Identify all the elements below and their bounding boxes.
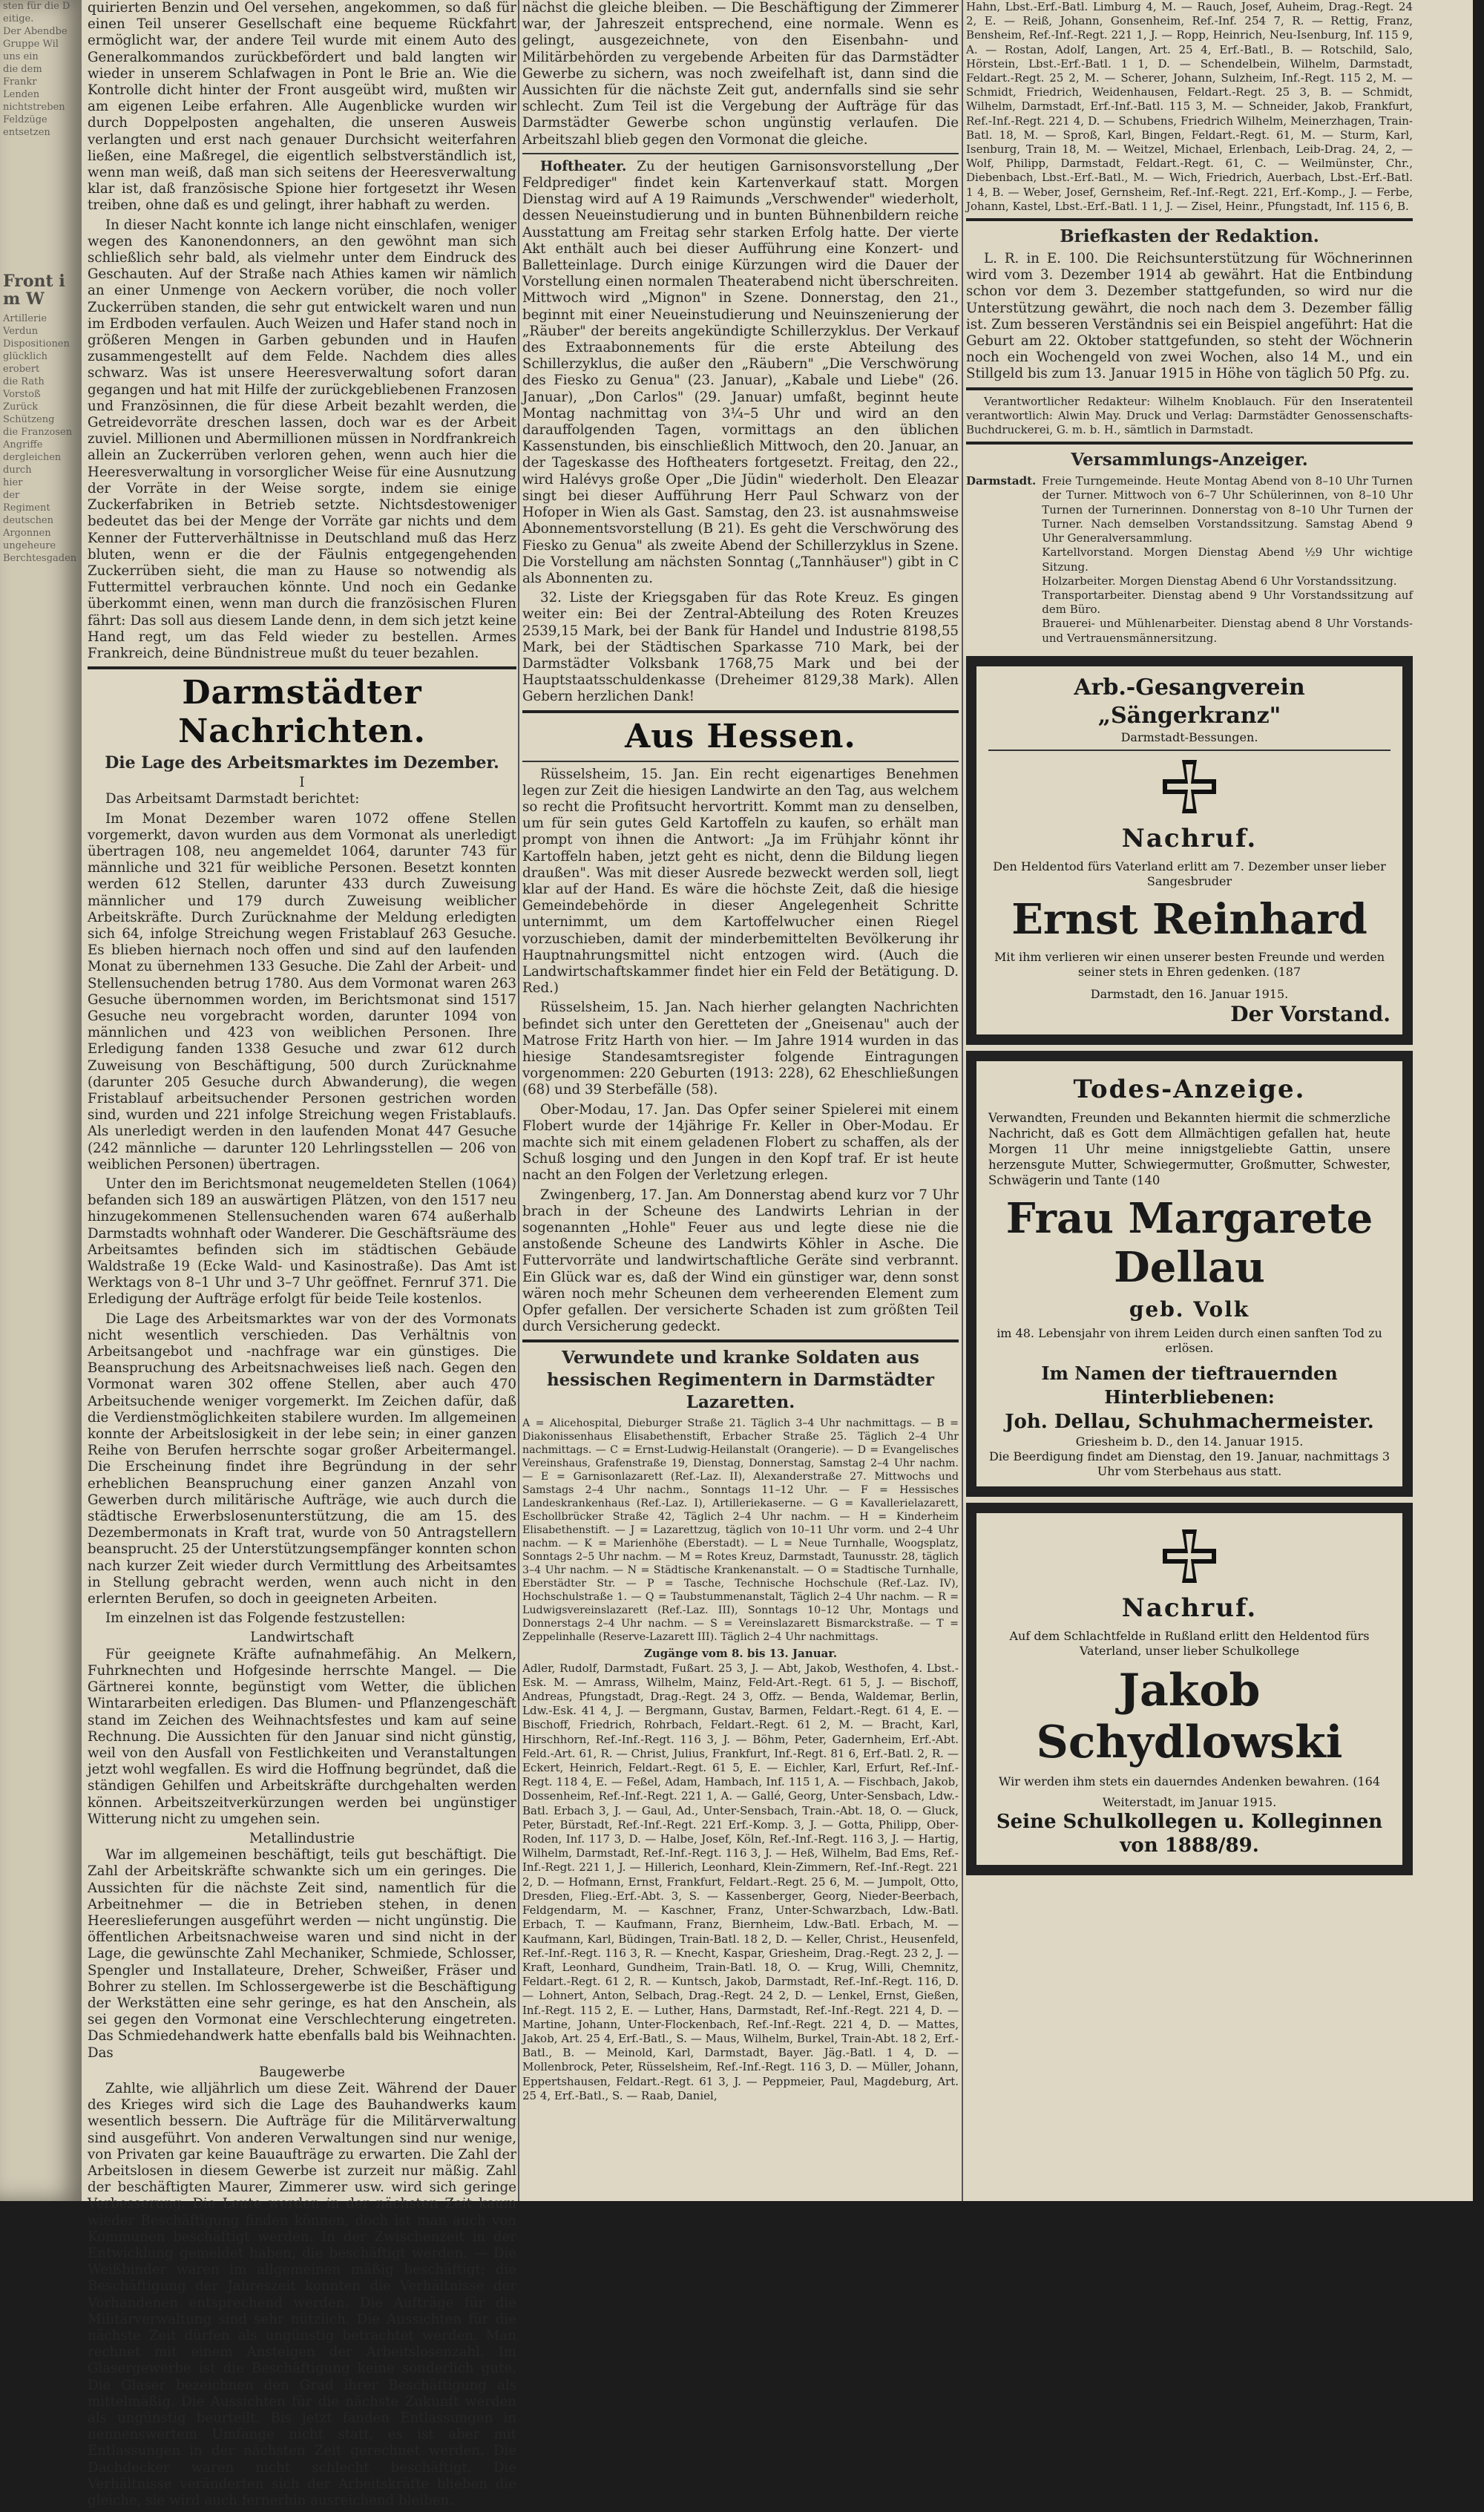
notice-tribute-text: Wir werden ihm stets ein dauerndes Andenken bewahren. [999,1774,1350,1788]
mourners-line: Im Namen der tieftrauernden Hinterbliebenen: [1041,1362,1338,1408]
meeting-item: Brauerei- und Mühlenarbeiter. Dienstag abend 8 Uhr Vorstands- und Vertrauensmännersitzung. [1042,617,1413,645]
lp-fragment: deutschen [3,515,54,526]
notice-signature: Seine Schulkollegen u. Kolleginnen von 1888/89. [996,1810,1383,1857]
lp-fragment: sten für die D [3,1,70,12]
lp-fragment: ungeheure [3,540,56,551]
lazarett-list-title: Verwundete und kranke Soldaten aus hessischen Regimentern in Darmstädter Lazaretten. [546,1348,935,1413]
divider [988,750,1391,751]
column-rule [518,0,519,2201]
column-2 [522,0,959,2106]
notice-age: im 48. Lebensjahr von ihrem Leiden durch einen sanften Tod zu erlösen. [997,1325,1382,1355]
lp-fragment: durch [3,465,32,476]
zugaenge-list: Adler, Rudolf, Darmstadt, Fußart. 25 3, J. — Abt, Jakob, Westhofen, 4. Lbst.-Esk. M. — Amrass, Wilhelm, Mainz, Feld-Art.-Regt. 61 5, J. — Bischoff, Andreas, Pfungstadt, Drag.-Regt. 24 3, Offz. — Benda, Waldemar, Berlin, Ldw.-Esk. 41 4, J. — Bergmann, Gustav, Barmen, Feldart.-Regt. 61 4, E. — Bischoff, Friedrich, Rohrbach, Feldart.-Regt. 61 2, M. — Bracht, Karl, Hirschhorn, Ref.-Inf.-Regt. 116 3, J. — Böhm, Peter, Gadernheim, Erf.-Abt. Feld.-Art. 61, R. — Christ, Julius, Frankfurt, Inf.-Regt. 81 6, Erf.-Batl. 2, R. — Eckert, Heinrich, Feldart.-Regt. 61 5, E. — Eichler, Karl, Erfurt, Ref.-Inf.-Regt. 118 4, E. — Feßel, Adam, Hambach, Inf. 115 1, A. — Fischbach, Jakob, Dossenheim, Ref.-Inf.-Regt. 221 1, A. — Gallé, Georg, Unter-Sensbach, Ldw.-Batl. Erbach 3, J. — Gaul, Ad., Unter-Sensbach, Train.-Abt. 18, O. — Gluck, Peter, Bürstadt, Ref.-Inf.-Regt. 221 Erf.-Komp. 3, J. — Gotta, Philipp, Ober-Roden, Inf. 117 3, D. — Halbe, Josef, Köln, Ref.-Inf.-Regt. 116 3, J. — Hartig, Wilhelm, Darmstadt, Ref.-Inf.-Regt. 116 3, J. — Heß, Wilhelm, Bad Ems, Ref.-Inf.-Regt. 221 1, J. — Hillerich, Leonhard, Klein-Zimmern, Ref.-Inf.-Regt. 221 2, D. — Hofmann, Ernst, Frankfurt, Feldart.-Regt. 25 6, M. — Jumpolt, Otto, Dresden, Flieg.-Erf.-Abt. 3, S. — Kassenberger, Georg, Nieder-Beerbach, Feldgendarm, M. — Kaschner, Franz, Unter-Schwarzbach, Ldw.-Batl. Erbach, T. — Kaufmann, Franz, Biernheim, Ldw.-Batl. Erbach, M. — Kaufmann, Karl, Büdingen, Train-Batl. 18 2, D. — Keller, Christ., Heusenfeld, Ref.-Inf.-Regt. 116 3, R. — Knecht, Kaspar, Griesheim, Drag.-Regt. 23 2, J. — Kraft, Leonhard, Gundheim, Train-Batl. 18, O. — Krug, Willi, Chemnitz, Feldart.-Regt. 61 2, R. — Kuntsch, Jakob, Darmstadt, Ref.-Inf.-Regt. 116, D. — Lohnert, Anton, Selbach, Drag.-Regt. 24 2, D. — Lenkel, Ernst, Gießen, Inf.-Regt. 115 2, E. — Luther, Hans, Darmstadt, Ref.-Inf.-Regt. 221 4, D. — Martine, Johann, Unter-Flockenbach, Ref.-Inf.-Regt. 221 4, D. — Mattes, Jakob, Art. 25 4, Erf.-Batl., S. — Maus, Wilhelm, Burkel, Train-Abt. 18 2, Erf.-Batl., B. — Meinold, Karl, Darmstadt, Bayer. Jäg.-Batl. 1 4, D. — Mollenbrock, Peter, Rüsselsheim, Ref.-Inf.-Regt. 116 3, D. — Müller, Johann, Eppertshausen, Feldart.-Regt. 61 3, J. — Peppmeier, Paul, Magdeburg, Art. 25 4, Erf.-Batl., S. — Raab, Daniel, [522,1661,959,2102]
mourner-signature: Joh. Dellau, Schuhmachermeister. [1005,1410,1374,1433]
meeting-item: Kartellvorstand. Morgen Dienstag Abend ½9 Uhr wichtige Sitzung. [1042,545,1413,574]
meeting-listing [966,474,1413,645]
lp-fragment: dergleichen [3,452,62,463]
deceased-name: Frau Margarete Dellau [1005,1193,1373,1292]
lp-fragment: Zurück [3,401,39,413]
previous-page-edge [0,0,82,2201]
divider [522,761,959,762]
article-title-arbeitsmarkt: Die Lage des Arbeitsmarktes im Dezember. [105,753,499,773]
notice-ref-number: (140 [1132,1173,1160,1187]
notice-ref-number: (164 [1353,1774,1380,1788]
lp-fragment: Gruppe Wil [3,39,59,50]
section-title-darmstaedter-nachrichten: Darmstädter Nachrichten. [178,674,426,751]
meeting-item: Freie Turngemeinde. Heute Montag Abend von 8–10 Uhr Turnen der Turner. Mittwoch von 6–7 Uhr Schülerinnen, von 8–10 Uhr Turnen der Turnerinnen. Donnerstag von 8–10 Uhr Turnen der Turner. Nach demselben Vorstandssitzung. Samstag Abend 9 Uhr Generalversammlung. [1042,474,1413,545]
divider [966,442,1413,445]
iron-cross-icon [1160,757,1219,816]
notice-tribute-text: Mit ihm verlieren wir einen unserer besten Freunde und werden seiner stets in Ehren gedenken. [994,949,1385,979]
subsection-heading-landwirtschaft: Landwirtschaft [250,1630,354,1646]
lp-fragment: Angriffe [3,439,43,450]
zugaenge-title: Zugänge vom 8. bis 13. Januar. [643,1647,838,1661]
lp-fragment: nichtstreben [3,102,65,113]
section-title-aus-hessen: Aus Hessen. [625,717,856,755]
notice-intro: Den Heldentod fürs Vaterland erlitt am 7. Dezember unser lieber Sangesbruder [993,859,1386,888]
divider [522,710,959,713]
lp-fragment: hier [3,477,23,488]
article-paragraph: Für geeignete Kräfte aufnahmefähig. An Melkern, Fuhrknechten und Hofgesinde herrschte Mangel. — Die Gärtnerei konnte, begünstigt vom Wetter, die üblichen Wintararbeiten erledigen. Das Blumen- und Pflanzengeschäft stand im Zeichen des Weihnachtsfestes und kam auf seine Rechnung. Die Aussichten für den Januar sind nicht günstig, weil von den Ausfall von Festlichkeiten und Veranstaltungen jetzt wohl wegfallen. Es wird die Hoffnung begründet, daß die ständigen Gehilfen und Arbeitskräfte durchgehalten werden können. Arbeitszeitverkürzungen werden bei ungünstiger Witterung nicht zu umgehen sein. [88,1646,516,1827]
obituary-notice-reinhard [966,656,1413,1045]
lp-fragment: entsetzen [3,127,50,138]
lp-fragment: der [3,490,20,501]
regional-news-item: Rüsselsheim, 15. Jan. Nach hierher gelangten Nachrichten befindet sich unter den Geretteten der „Gneisenau" auch der Matrose Fritz Harth von hier. — Im Jahre 1914 wurden in das hiesige Standesamtsregister folgende Eintragungen vorgenommen: 220 Geburten (1913: 228), 62 Eheschließungen (68) und 39 Sterbefälle (58). [522,1000,959,1098]
lp-fragment: die dem [3,64,42,75]
versammlungs-anzeiger-title: Versammlungs-Anzeiger. [1071,450,1308,470]
briefkasten-text: L. R. in E. 100. Die Reichsunterstützung für Wöchnerinnen wird vom 3. Dezember 1914 ab gewährt. Hat die Entbindung schon vor dem 3. Dezember stattgefunden, so wird nur die Unterstützung gewährt, die noch nach dem 3. Dezember fällig ist. Zum besseren Verständnis sei ein Beispiel angeführt: Hat die Geburt am 22. Oktober stattgefunden, so steht der Wöchnerin noch ein Wochengeld von zwei Wochen, also 14 M., und ein Stillgeld bis zum 13. Januar 1915 in Höhe von täglich 50 Pfg. zu. [966,251,1413,382]
meeting-item: Holzarbeiter. Morgen Dienstag Abend 6 Uhr Vorstandssitzung. [1042,574,1397,588]
column-1 [88,0,516,2512]
meeting-item: Transportarbeiter. Dienstag abend 9 Uhr Vorstandssitzung auf dem Büro. [1042,588,1413,617]
article-continuation: quirierten Benzin und Oel versehen, angekommen, so daß für einen Teil unserer Gesellschaft eine bequeme Rückfahrt ermöglicht war, der andere Teil wurde mit einem Auto des Generalkommandos zurückbefördert und bald langten wir wieder in unserem Schlafwagen in Pont le Brie an. Wie die Kontrolle dicht hinter der Front ausgeübt wird, mußten wir am eigenen Leibe erfahren. Alle Augenblicke wurden wir durch Doppelposten angehalten, die unseren Ausweis verlangten und erst nach genauer Durchsicht weiterfahren ließen, eine Maßregel, die eigentlich selbstverständlich ist, wenn man weiß, daß man sich seitens der Heeresverwaltung klar ist, daß französische Spione hier fortgesetzt ihr Wesen treiben, ohne daß es und gelingt, ihrer habhaft zu werden. [88,0,516,214]
notice-heading: Nachruf. [1121,1593,1258,1623]
notice-place-date: Weiterstadt, im Januar 1915. [1102,1794,1277,1809]
notice-place-date: Griesheim b. D., den 14. Januar 1915. [1075,1434,1304,1449]
lp-fragment: Schützeng [3,414,55,425]
lp-fragment: Vorstoß [3,389,41,400]
lazarett-legend: A = Alicehospital, Dieburger Straße 21. Täglich 3–4 Uhr nachmittags. — B = Diakonissenhaus Elisabethenstift, Erbacher Straße 25. Täglich 2–4 Uhr nachmittags. — C = Ernst-Ludwig-Heilanstalt (Orangerie). — D = Evangelisches Vereinshaus, Grafenstraße 19, Dienstag, Donnerstag, Samstag 2–4 Uhr nachm. — E = Garnisonlazarett (Ref.-Laz. II), Alexanderstraße 27. Mittwochs und Samstags 2–4 Uhr nachm., Sonntags 11–12 Uhr. — F = Hessisches Landeskrankenhaus (Ref.-Laz. I), Artilleriekaserne. — G = Kavallerielazarett, Eschollbrücker Straße 42, Täglich 2–4 Uhr nachm. — H = Kinderheim Elisabethenstift. — J = Lazarettzug, täglich von 10–11 Uhr vorm. und 2–4 Uhr nachm. — K = Marienhöhe (Eberstadt). — L = Neue Turnhalle, Woogsplatz, Sonntags 2–5 Uhr nachm. — M = Rotes Kreuz, Darmstadt, Taunusstr. 28, täglich 3–4 Uhr nachm. — N = Städtische Krankenanstalt. — O = Stadtische Turnhalle, Eberstädter Str. — P = Tasche, Technische Hochschule (Ref.-Laz. IV), Hochschulstraße 1. — Q = Taubstummenanstalt, Täglich 2–4 Uhr nachm. — R = Ludwigsvereinslazarett (Ref.-Laz. III), Sonntags 10–12 Uhr, Montags und Donnerstags 2–4 Uhr nachm. — S = Vereinslazarett Bismarckstraße. — T = Zeppelinhalle (Reserve-Lazarett III). Täglich 2–4 Uhr nachmittags. [522,1417,959,1644]
article-paragraph: War im allgemeinen beschäftigt, teils gut beschäftigt. Die Zahl der Arbeitskräfte schwankte sich um ein geringes. Die Aussichten für die nächste Zeit sind, namentlich für die Arbeitnehmer — die in Betrieben stehen, in denen Heereslieferungen ausgeführt werden — nicht ungünstig. Die öffentlichen Arbeitsnachweise waren und sind nicht in der Lage, die gewünschte Zahl Mechaniker, Schmiede, Schlosser, Spengler und Installateure, Dreher, Schweißer, Fräser und Bohrer zu stellen. Im Schlossergewerbe ist die Beschäftigung der Werkstätten eine sehr geringe, es hat den Anschein, als sei gegen den Vormonat eine Verschlechterung eingetreten. Das Schmiedehandwerk hatte ebenfalls bald bis Weihnachten. Das [88,1847,516,2061]
deceased-name: Ernst Reinhard [1011,894,1368,944]
imprint: Verantwortlicher Redakteur: Wilhelm Knoblauch. Für den Inseratenteil verantwortlich: Alwin May. Druck und Verlag: Darmstädter Genossenschafts-Buchdruckerei, G. m. b. H., sämtlich in Darmstadt. [966,394,1413,437]
article-paragraph: Die Lage des Arbeitsmarktes war von der des Vormonats nicht wesentlich verschieden. Das Verhältnis von Arbeitsangebot und -nachfrage war ein günstiges. Die Beanspruchung des Arbeitsnachweises ließ nach. Gegen den Vormonat waren 302 offene Stellen, aber auch 470 Arbeitsuchende weniger vorgemerkt. Im Zeichen dafür, daß die Verdienstmöglichkeiten stabilere wurden. Im allgemeinen konnte der Arbeitslosigkeit in der lebe sein; in einer ganzen Reihe von Berufen herrschte sogar großer Arbeitermangel. Die Erscheinung findet ihre Begründung in der sehr erheblichen Beanspruchung einer ganzen Anzahl von Gewerben durch militärische Aufträge, wie auch durch die städtische Erwerbslosenunterstützung, die am 15. des Dezembermonats in Kraft trat, wurde von 50 Antragstellern beansprucht. 25 der Unterstützungsempfänger konnten schon nach kurzer Zeit wieder durch Vermittlung des Arbeitsamtes in Stellung gebracht werden, wenn auch nicht in den erlernten Berufen, so doch in geeigneten Arbeiten. [88,1311,516,1607]
lp-fragment: Frankr [3,76,37,88]
column-rule [962,0,963,2201]
regional-news-item: Rüsselsheim, 15. Jan. Ein recht eigenartiges Benehmen legen zur Zeit die hiesigen Landwirte an den Tag, aus welchem so recht die Profitsucht hervortritt. Kommt man zu denselben, um für sein gutes Geld Kartoffeln zu kaufen, so erhält man prompt von ihnen die Antwort: „Ja im Frühjahr könnt ihr Kartoffeln haben, jetzt geht es nicht, denn die Bildung liegen draußen". Was mit dieser Ausrede bezweckt werden soll, liegt klar auf der Hand. Es wäre die höchste Zeit, daß die hiesige Gemeindebehörde in dieser Angelegenheit Schritte unternimmt, um dem Kartoffelwucher einen Riegel vorzuschieben, damit der minderbemittelten Bevölkerung ihr Hauptnahrungsmittel nicht entzogen wird. (Auch die Landwirtschaftskammer findet hier ein Feld der Betätigung. D. Red.) [522,766,959,997]
previous-page-text [3,0,77,565]
notice-signature: Der Vorstand. [1230,1001,1391,1026]
red-cross-donations: 32. Liste der Kriegsgaben für das Rote Kreuz. Es gingen weiter ein: Bei der Zentral-Abteilung des Roten Kreuzes 2539,15 Mark, bei der Bank für Handel und Industrie 8198,55 Mark, bei der Städtischen Sparkasse 710 Mark, bei der Darmstädter Volksbank 1768,75 Mark und bei der Hauptstaatsschuldenkasse (Dreheimer 8129,38 Mark). Allen Gebern herzlichen Dank! [522,590,959,705]
lp-fragment: Dispositionen [3,338,70,350]
soldier-list-continuation: Hahn, Lbst.-Erf.-Batl. Limburg 4, M. — Rauch, Josef, Auheim, Drag.-Regt. 24 2, E. — Reiß, Johann, Gonsenheim, Ref.-Inf. 254 7, R. — Rettig, Franz, Bensheim, Ref.-Inf.-Regt. 221 1, J. — Ropp, Heinrich, Neu-Isenburg, Inf. 115 9, A. — Rostan, Adolf, Langen, Art. 25 4, Erf.-Batl., B. — Rotschild, Salo, Hörstein, Lbst.-Erf.-Batl. 1 1, D. — Schendelbein, Wilhelm, Darmstadt, Feldart.-Regt. 25 2, M. — Scherer, Johann, Sulzheim, Inf.-Regt. 115 2, M. — Schmidt, Friedrich, Weidenhausen, Feldart.-Regt. 25 3, B. — Schmidt, Wilhelm, Darmstadt, Erf.-Inf.-Batl. 115 3, M. — Schneider, Jakob, Frankfurt, Ref.-Inf.-Regt. 221 4, D. — Schubens, Friedrich Wilhelm, Meinerzhagen, Train-Batl. 18, M. — Sproß, Karl, Bingen, Feldart.-Regt. 61, M. — Sturm, Karl, Isenburg, Train 18, M. — Weitzel, Michael, Erlenbach, Leib-Drag. 24, 2, — Wolf, Philipp, Darmstadt, Feldart.-Regt. 61, C. — Weilmünster, Chr., Diebenbach, Lbst.-Erf.-Batl., M. — Wich, Friedrich, Auerbach, Lbst.-Erf.-Batl. 1 4, B. — Weber, Josef, Gernsheim, Ref.-Inf.-Regt. 221, Erf.-Komp., J. — Ferbe, Johann, Kastel, Lbst.-Erf.-Batl. 1 1, J. — Zisel, Heinr., Pfungstadt, Inf. 115 6, B. [966,0,1413,213]
notice-heading: Todes-Anzeige. [1073,1074,1306,1104]
briefkasten-title: Briefkasten der Redaktion. [1060,226,1319,247]
lp-fragment: Artillerie [3,313,47,324]
iron-cross-icon [1160,1526,1219,1586]
regional-news-item: Zwingenberg, 17. Jan. Am Donnerstag abend kurz vor 7 Uhr brach in der Scheune des Landwirts Lehrian in der sogenannten „Hohle" Feuer aus und legte diese nie die anstoßende Scheune des Landwirts Köhler in Asche. Die Futtervorräte und landwirtschaftliche Geräte sind verbrannt. Ein Glück war es, daß der Wind ein günstiger war, denn sonst wären noch mehr Scheunen dem verheerenden Element zum Opfer gefallen. Der versicherte Schaden ist zum größten Teil durch Versicherung gedeckt. [522,1187,959,1335]
lp-fragment: Der Abendbe [3,26,68,37]
meeting-items [1042,474,1413,645]
lp-fragment: die Rath [3,376,45,387]
hoftheater-notice [522,159,959,587]
notice-tribute [988,950,1391,980]
club-place: Darmstadt-Bessungen. [1120,729,1258,744]
article-continuation-2: In dieser Nacht konnte ich lange nicht einschlafen, weniger wegen des Kanonendonners, an den gewöhnt man sich schließlich sehr bald, als vielmehr unter dem Eindruck des Geschauten. Auf der Straße nach Athies kamen wir nämlich an einer Unmenge von Aeckern vorüber, die noch voller Zuckerrüben standen, die sehr gut entwickelt waren und nun im Erdboden verfaulen. Auch Weizen und Hafer stand noch in größeren Mengen in Garben gebunden und in Haufen zusammengestellt auf dem Felde. Nachdem dies alles schwarz. Was ist unsere Heeresverwaltung sofort daran gegangen und hat mit Hilfe der zurückgebliebenen Franzosen und Französinnen, die für diese Arbeit bezahlt werden, die Getreidevorräte dreschen lassen, doch war es der Arbeit zuviel. Millionen und Abermillionen müssen in Nordfrankreich allein an Zuckerrüben verloren gehen, wenn auch hier die Heeresverwaltung in vorsorglicher Weise für eine Ausnutzung der Vorräte in der Weise sorgte, indem sie einige Zuckerfabriken in Betrieb setzte. Nichtsdestoweniger bedeutet das bei der Menge der Vorräte gar nichts und dem Kenner der Futterverhältnisse in Deutschland muß das Herz bluten, wenn er die der Fäulnis entgegengehenden Zuckerrüben sieht, die man zu Hause so notwendig als Futtermittel verbrauchen könnte. Und noch ein Gedanke überkommt einen, wenn man durch die französischen Fluren fährt: Das soll aus diesem Lande denn, in dem sich jetzt keine Hand regt, um das Feld wieder zu bestellen. Armes Frankreich, deine Bündnistreue mußt du teuer bezahlen. [88,217,516,661]
notice-intro [988,1110,1391,1188]
article-continuation: nächst die gleiche bleiben. — Die Beschäftigung der Zimmerer war, der Jahreszeit entsprechend, eine normale. Wenn es gelingt, ausgezeichnete, von den Eisenbahn- und Militärbehörden zu vergebende Arbeiten für das Darmstädter Gewerbe zu sichern, was noch zweifelhaft ist, dann sind die Aussichten für die nächste Zeit gut, andernfalls sind sie sehr schlecht. Zum Teil ist die Vergebung der Aufträge für das Darmstädter Gewerbe schon ungünstig verlaufen. Die Arbeitszahl blieb gegen den Vormonat die gleiche. [522,0,959,148]
article-part-numeral: I [299,775,305,791]
divider [522,1339,959,1342]
hoftheater-lead: Hoftheater. [540,158,627,174]
divider [966,387,1413,390]
deceased-name: Jakob Schydlowski [1036,1664,1343,1768]
newspaper-page [82,0,1473,2509]
article-paragraph: Unter den im Berichtsmonat neugemeldeten Stellen (1064) befanden sich 189 an auswärtigen Plätzen, von den 1517 neu hinzugekommenen Stellensuchenden waren 674 außerhalb Darmstadts wohnhaft oder Wanderer. Die Geschäftsräume des Arbeitsamtes befinden sich im städtischen Gebäude Waldstraße 19 (Ecke Wald- und Kasinostraße). Das Amt ist Werktags von 8–1 Uhr und 3–7 Uhr geöffnet. Fernruf 371. Die Erledigung der Aufträge erfolgt für beide Teile kostenlos. [88,1176,516,1308]
lp-fragment: Berchtesgaden [3,553,77,564]
lp-fragment: Feldzüge [3,114,47,125]
notice-place-date: Darmstadt, den 16. Januar 1915. [1090,986,1289,1001]
lp-fragment: erobert [3,364,40,375]
lp-fragment: uns ein [3,51,39,62]
lp-fragment: glücklich [3,351,47,362]
lp-fragment: Verdun [3,326,39,337]
divider [966,218,1413,221]
lp-fragment: die Franzosen [3,427,73,438]
death-notice-dellau [966,1051,1413,1497]
article-byline: Das Arbeitsamt Darmstadt berichtet: [105,791,360,807]
meeting-place: Darmstadt. [966,474,1037,488]
lp-fragment: Lenden [3,89,40,100]
lp-fragment: Regiment [3,502,50,514]
hoftheater-text: Zu der heutigen Garnisonsvorstellung „Der Feldprediger" findet kein Kartenverkauf statt. Morgen Dienstag wird auf A 19 Raimunds „Verschwender" wiederholt, dessen Neueinstudierung und in bunten Bühnenbildern reiche Ausstattung am Freitag sehr starken Erfolg hatte. Der vierte Akt enthält auch bei dieser Aufführung eine Konzert- und Balletteinlage. Durch einige Kürzungen wird die Dauer der Vorstellung einen normalen Theaterabend nicht überschreiten. Mittwoch wird „Mignon" in Szene. Donnerstag, den 21., beginnt mit einer Neueinstudierung und Neuinszenierung der „Räuber" der bereits angekündigte Schillerzyklus. Der Verkauf des Extraabonnements für die erste Abteilung des Schillerzyklus, die außer den „Räubern" „Die Verschwörung des Fiesko zu Genua" (23. Januar), „Kabale und Liebe" (26. Januar), „Don Carlos" (29. Januar) umfaßt, beginnt heute Montag nachmittag von 3¼–5 Uhr und wird an den darauffolgenden Tagen, vormittags an den üblichen Kassenstunden, bis einschließlich Mittwoch, den 20. Januar, an der Tageskasse des Hoftheaters fortgesetzt. Freitag, den 22., wird Halévys große Oper „Die Jüdin" wiederholt. Den Eleazar singt bei dieser Aufführung Herr Paul Schwarz von der Hofoper in Wien als Gast. Samstag, den 23. ist ausnahmsweise Abonnementsvorstellung (B 21). Es geht die Verschwörung des Fiesko zu Genua" als zweite Abend der Schillerzyklus in Szene. Die Vorstellung am nächsten Sonntag („Tannhäuser") gibt in C als Abonnenten zu. [522,158,959,586]
maiden-name: geb. Volk [1129,1296,1250,1322]
subsection-heading-baugewerbe: Baugewerbe [259,2064,345,2080]
notice-intro: Auf dem Schlachtfelde in Rußland erlitt den Heldentod fürs Vaterland, unser lieber Schulkollege [1009,1628,1370,1658]
club-name: Arb.-Gesangverein „Sängerkranz" [1074,674,1305,729]
regional-news-item: Ober-Modau, 17. Jan. Das Opfer seiner Spielerei mit einem Flobert wurde der 14jährige Fr. Keller in Ober-Modau. Er machte sich mit einem geladenen Flobert zu schaffen, als der Schuß losging und den Jungen in den Kopf traf. Er ist heute nacht an den Folgen der Verletzung erlegen. [522,1101,959,1184]
notice-tribute [988,1774,1391,1789]
article-paragraph: Im Monat Dezember waren 1072 offene Stellen vorgemerkt, davon wurden aus dem Vormonat als unerledigt übertragen 108, neu angemeldet 1064, darunter 743 für männliche und 321 für weibliche Personen. Besetzt konnten werden 612 Stellen, darunter 433 durch Zuweisung männlicher und 179 durch Zuweisung weiblicher Arbeitskräfte. Durch Zurücknahme der Meldung erledigten sich 64, infolge Streichung wegen Fristablauf 263 Gesuche. Es blieben hiernach noch offen und sind auf den laufenden Monat zu übernehmen 133 Gesuche. Die Zahl der Arbeit- und Stellensuchenden betrug 1780. Aus dem Vormonat waren 263 Gesuche übernommen worden, im Berichtsmonat sind 1517 Gesuche neu vorgebracht worden, darunter 1094 von männlichen und 423 von weiblichen Personen. Ihre Erledigung fanden 1338 Gesuche und zwar 612 durch Zuweisung von Beschäftigung, 500 durch Zurücknahme (darunter 205 Gesuche durch Abwanderung), die wegen Fristablauf arbeitsuchender Personen gestrichen worden sind, wurden und 221 infolge Streichung wegen Fristablaufs. Als unerledigt werden in den laufenden Monat 447 Gesuche (242 männliche — darunter 120 Lehrlingsstellen — 206 von weiblichen Personen) übertragen. [88,810,516,1173]
lp-fragment: Argonnen [3,528,51,539]
article-paragraph: Zahlte, wie alljährlich um diese Zeit. Während der Dauer des Krieges wird sich die Lage des Bauhandwerks kaum wesentlich bessern. Die Aufträge für die Militärverwaltung sind ausgeführt. Von anderen Verwaltungen sind nur wenige, von Privaten gar keine Bauaufträge zu erwarten. Die Zahl der Arbeitslosen in diesem Gewerbe ist zurzeit nur mäßig. Zahl der beschäftigten Maurer, Zimmerer usw. wird sich geringe Verbesserung. Die Leute werden in der nächsten Zeit kaum wieder Beschäftigung finden können, doch ist man auch von Kommunen beschäftigt werden. In der Zwischenzeit in der Entwicklung gemeldet haben, die beschäftigt werden. — Die Weißbinder waren im allgemeinen mäßig beschäftigt; die Beschäftigung der Jahreszeit konnten die Verhältnisse der Vorhandenen entsprechend werden. Die Aufträge für die Militärverwaltung sind sehr nützlich. Die Aussichten für die nächste Zeit dürfen als ungünstig betrachtet werden. Man rechnet mit einem Ansteigen der Arbeitslosenzahl. Im Glasergewerbe ist die Beschäftigung keine sonderlich gute. Die Glaser bezeichnen den Grad ihrer Beschäftigung als mittelmäßig. Die Aussichten für die nächste Zukunft werden als ungünstig beurteilt. Bis jetzt fanden Entlassungen in nennenswertem Umfange nicht statt, es ist aber mit Entlassungen in der nächsten Zeit gerechnet werden. Die Dachdecker waren nicht schlecht beschäftigt. Die Verhältnisse veränderten sich der Arbeitskräfte blieben die gleiche, sie wird auch fernerhin ausreichend bleiben. [88,2080,516,2509]
obituary-notice-schydlowski [966,1503,1413,1875]
notice-intro-text: Verwandten, Freunden und Bekannten hiermit die schmerzliche Nachricht, daß es Gott dem Allmächtigen gefallen hat, heute Morgen 11 Uhr meine innigstgeliebte Gattin, unsere herzensgute Mutter, Schwiegermutter, Großmutter, Schwester, Schwägerin und Tante [988,1110,1391,1187]
notice-heading: Nachruf. [1121,823,1258,853]
article-paragraph: Im einzelnen ist das Folgende festzustellen: [105,1610,406,1627]
divider [88,666,516,669]
divider [522,153,959,154]
funeral-info: Die Beerdigung findet am Dienstag, den 19. Januar, nachmittags 3 Uhr vom Sterbehaus aus statt. [988,1449,1390,1478]
lp-fragment: eitige. [3,13,34,24]
notice-ref-number: (187 [1273,964,1301,979]
subsection-heading-metallindustrie: Metallindustrie [249,1830,355,1846]
previous-page-heading: Front im W [3,272,65,309]
column-3 [966,0,1413,1881]
